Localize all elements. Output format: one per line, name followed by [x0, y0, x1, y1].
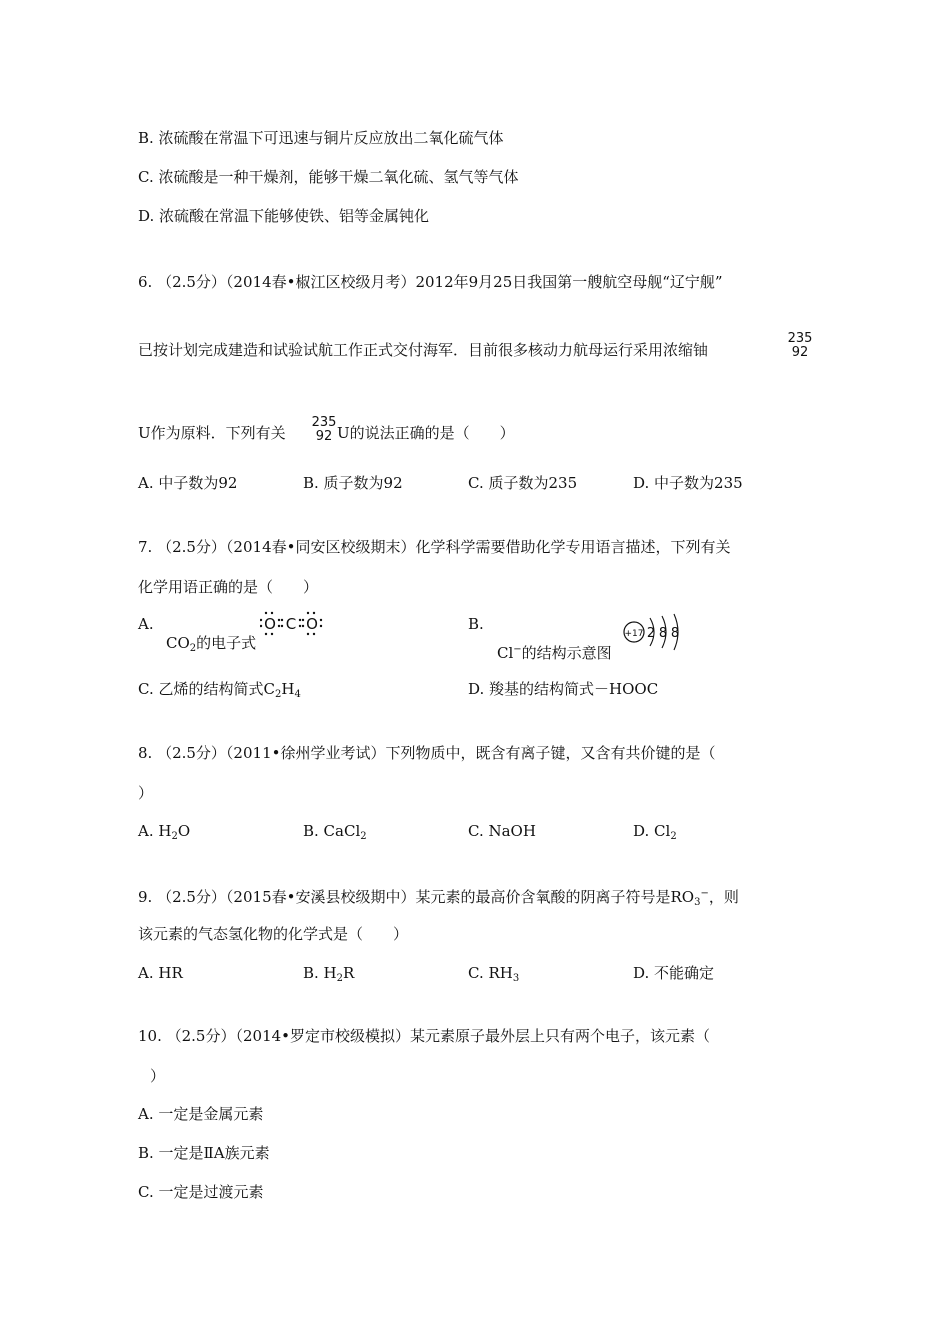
- carbon-atom: C: [285, 615, 297, 633]
- q10-stem-line2: ）: [150, 1067, 166, 1085]
- q7-option-d: D. 羧基的结构简式－HOOC: [468, 680, 659, 698]
- isotope-atomic-number: 92: [315, 429, 333, 444]
- q7-option-b-text: Cl−的结构示意图: [497, 644, 612, 662]
- q5-option-c: C. 浓硫酸是一种干燥剂，能够干燥二氧化硫、氢气等气体: [138, 168, 519, 186]
- co2-electron-dot-diagram: [260, 610, 324, 636]
- q5-option-d: D. 浓硫酸在常温下能够使铁、铝等金属钝化: [138, 207, 430, 225]
- q7-stem-line1: 7. （2.5分）（2014春•同安区校级期末）化学科学需要借助化学专用语言描述，下列有关: [138, 538, 731, 556]
- oxygen-atom-right: O: [306, 615, 318, 633]
- q10-option-c: C. 一定是过渡元素: [138, 1183, 264, 1201]
- q5-option-b: B. 浓硫酸在常温下可迅速与铜片反应放出二氧化硫气体: [138, 129, 504, 147]
- q8-option-d: D. $Cl_2$: [633, 822, 677, 842]
- shell-3-electrons: 8: [670, 626, 680, 641]
- isotope-notation-inline: [310, 416, 338, 444]
- isotope-mass-number: 235: [787, 331, 813, 346]
- q8-stem-line1: 8. （2.5分）（2011•徐州学业考试）下列物质中，既含有离子键，又含有共价键的是（: [138, 744, 716, 762]
- nucleus-charge: +17: [624, 629, 644, 639]
- chlorine-ion-structure-diagram: [622, 612, 690, 660]
- q9-option-b: B. $H_2R$: [303, 964, 355, 984]
- q6-stem-line2: 已按计划完成建造和试验试航工作正式交付海军．目前很多核动力航母运行采用浓缩铀: [138, 341, 709, 359]
- isotope-atomic-number: 92: [791, 345, 809, 360]
- shell-2-electrons: 8: [658, 626, 668, 641]
- q7-stem-line2: 化学用语正确的是（ ）: [138, 578, 319, 596]
- q8-option-b: B. CaCl$_2$: [303, 822, 367, 842]
- q7-option-c: C. 乙烯的结构简式$C_2H_4$: [138, 680, 301, 700]
- q7-option-a-letter: A.: [138, 615, 154, 633]
- q9-option-d: D. 不能确定: [633, 964, 715, 982]
- q6-stem-line3-a: U作为原料．下列有关: [138, 424, 286, 442]
- q9-option-a: A. HR: [138, 964, 183, 982]
- q8-stem-line2: ）: [138, 784, 154, 802]
- q9-stem-line2: 该元素的气态氢化物的化学式是（ ）: [138, 925, 409, 943]
- q7-option-a-text: $CO_2$的电子式: [166, 634, 257, 654]
- q6-stem-line1: 6. （2.5分）（2014春•椒江区校级月考）2012年9月25日我国第一艘航空母舰“辽宁舰”: [138, 273, 723, 291]
- oxygen-atom-left: O: [264, 615, 276, 633]
- q6-option-c: C. 质子数为235: [468, 474, 578, 492]
- shell-1-electrons: 2: [646, 626, 656, 641]
- q9-stem-line1: 9. （2.5分）（2015春•安溪县校级期中）某元素的最高价含氧酸的阴离子符号是$RO_3^-$，则: [138, 888, 739, 908]
- q9-option-c: C. $RH_3$: [468, 964, 520, 984]
- q6-stem-line3-b: U的说法正确的是（ ）: [337, 424, 515, 442]
- q10-option-a: A. 一定是金属元素: [138, 1105, 264, 1123]
- q7-option-b-letter: B.: [468, 615, 484, 633]
- q8-option-c: C. NaOH: [468, 822, 536, 840]
- q6-option-b: B. 质子数为92: [303, 474, 403, 492]
- q8-option-a: A. $H_2O$: [138, 822, 191, 842]
- q10-option-b: B. 一定是ⅡA族元素: [138, 1144, 270, 1162]
- isotope-mass-number: 235: [311, 415, 337, 430]
- q10-stem-line1: 10. （2.5分）（2014•罗定市校级模拟）某元素原子最外层上只有两个电子，该元素（: [138, 1027, 711, 1045]
- isotope-notation: [786, 332, 814, 360]
- q6-option-a: A. 中子数为92: [138, 474, 238, 492]
- q6-option-d: D. 中子数为235: [633, 474, 743, 492]
